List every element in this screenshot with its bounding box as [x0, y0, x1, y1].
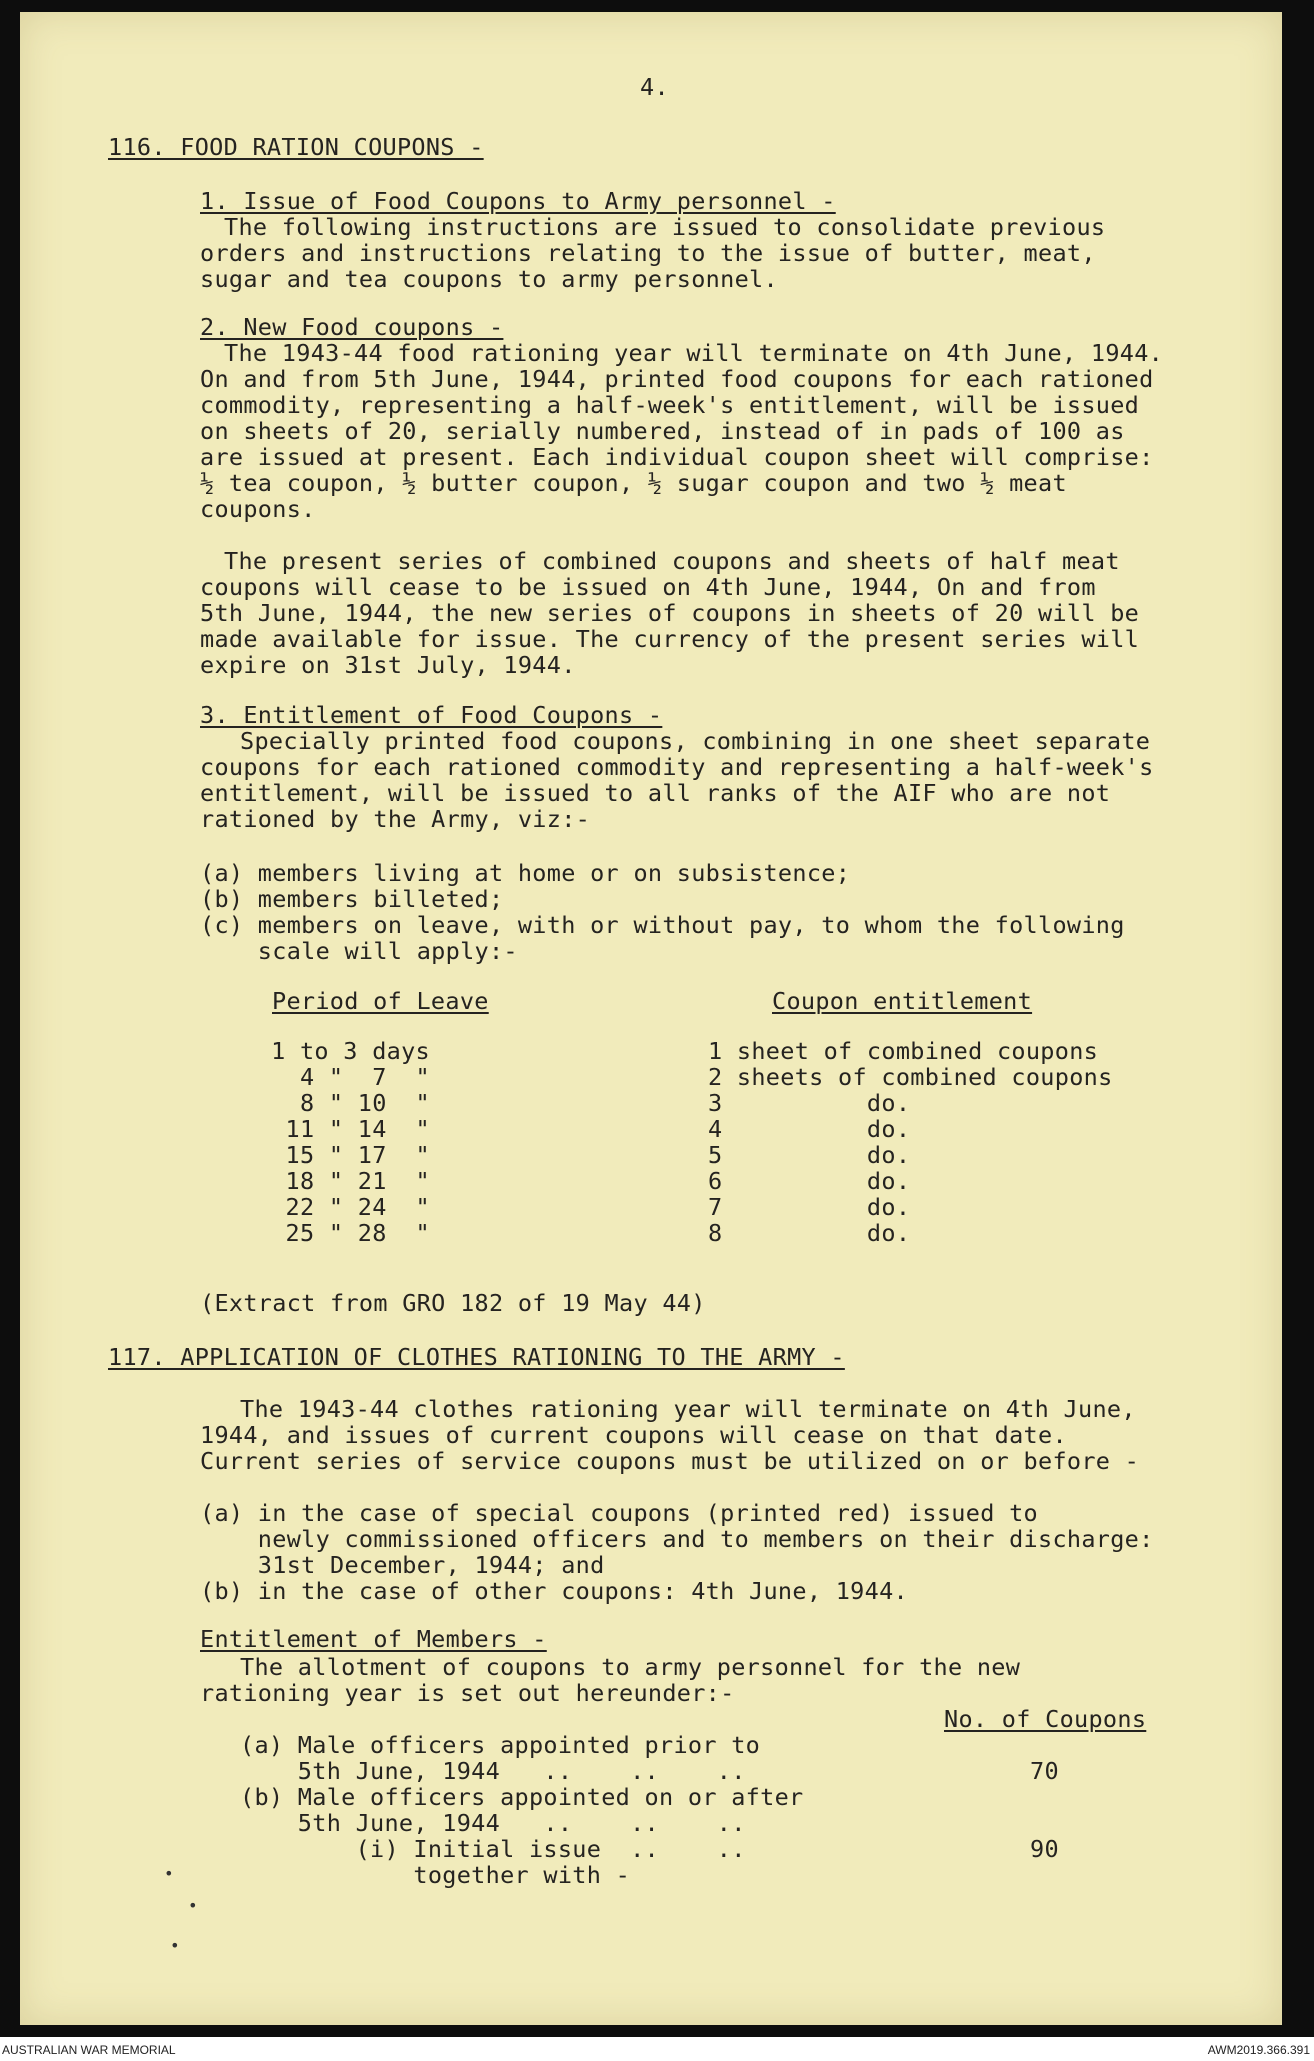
s117-list-item: (a) in the case of special coupons (printed red) issued to	[200, 1499, 1038, 1527]
s116-list-item: scale will apply:-	[200, 937, 518, 965]
s116-p2-line: on sheets of 20, serially numbered, instead of in pads of 100 as	[200, 417, 1125, 445]
s116-p3-line: coupons for each rationed commodity and representing a half-week's	[200, 753, 1154, 781]
s116-p2-line: are issued at present. Each individual coupon sheet will comprise:	[200, 443, 1154, 471]
page-number: 4.	[640, 73, 669, 101]
s116-p2b-line: 5th June, 1944, the new series of coupons in sheets of 20 will be	[200, 599, 1140, 627]
allotment-value: 70	[1030, 1757, 1059, 1785]
table-cell-period: 18 " 21 "	[285, 1167, 430, 1195]
entitlement-line: rationing year is set out hereunder:-	[200, 1679, 735, 1707]
gro-extract-note: (Extract from GRO 182 of 19 May 44)	[200, 1289, 706, 1317]
s116-p1-line: sugar and tea coupons to army personnel.	[200, 265, 778, 293]
s117-p1-line: Current series of service coupons must be utilized on or before -	[200, 1447, 1140, 1475]
table-cell-entitlement: 5 do.	[708, 1141, 911, 1169]
s116-p2-line: coupons.	[200, 495, 316, 523]
table-header-entitlement: Coupon entitlement	[772, 987, 1033, 1015]
s116-p2b-line: coupons will cease to be issued on 4th June, 1944, On and from	[200, 573, 1096, 601]
ink-mark: •	[170, 1936, 180, 1955]
section-117-heading: 117. APPLICATION OF CLOTHES RATIONING TO THE ARMY -	[108, 1343, 845, 1371]
allotment-item: 5th June, 1944 .. .. ..	[240, 1809, 746, 1837]
s116-p1-heading: 1. Issue of Food Coupons to Army personnel -	[200, 187, 836, 215]
table-cell-period: 25 " 28 "	[285, 1219, 430, 1247]
s116-p2-line: ½ tea coupon, ½ butter coupon, ½ sugar coupon and two ½ meat	[200, 469, 1067, 497]
ink-mark: •	[164, 1864, 174, 1883]
s116-p2-line: The 1943-44 food rationing year will terminate on 4th June, 1944.	[224, 339, 1164, 367]
table-header-period: Period of Leave	[272, 987, 489, 1015]
table-cell-entitlement: 3 do.	[708, 1089, 911, 1117]
s116-p2b-line: The present series of combined coupons and sheets of half meat	[224, 547, 1120, 575]
allotment-item: (a) Male officers appointed prior to	[240, 1731, 761, 1759]
table-cell-period: 4 " 7 "	[299, 1063, 430, 1091]
footer-accession-number: AWM2019.366.391	[1207, 2043, 1310, 2057]
s117-list-item: newly commissioned officers and to members on their discharge:	[200, 1525, 1154, 1553]
table-cell-period: 1 to 3 days	[271, 1037, 430, 1065]
table-cell-entitlement: 8 do.	[708, 1219, 911, 1247]
s116-list-item: (b) members billeted;	[200, 885, 504, 913]
s116-p1-line: orders and instructions relating to the issue of butter, meat,	[200, 239, 1096, 267]
s116-p2-line: commodity, representing a half-week's entitlement, will be issued	[200, 391, 1140, 419]
s116-p2-heading: 2. New Food coupons -	[200, 313, 504, 341]
allotment-item: (i) Initial issue .. ..	[240, 1835, 746, 1863]
table-cell-period: 8 " 10 "	[299, 1089, 430, 1117]
allotment-item: (b) Male officers appointed on or after	[240, 1783, 804, 1811]
s117-p1-line: 1944, and issues of current coupons will cease on that date.	[200, 1421, 1067, 1449]
s116-p3-heading: 3. Entitlement of Food Coupons -	[200, 701, 663, 729]
section-116-heading: 116. FOOD RATION COUPONS -	[108, 133, 484, 161]
s116-p3-line: Specially printed food coupons, combining in one sheet separate	[240, 727, 1151, 755]
table-cell-period: 15 " 17 "	[285, 1141, 430, 1169]
s116-p1-line: The following instructions are issued to consolidate previous	[224, 213, 1106, 241]
table-cell-entitlement: 6 do.	[708, 1167, 911, 1195]
s116-p2-line: On and from 5th June, 1944, printed food coupons for each rationed	[200, 365, 1154, 393]
s116-p3-line: rationed by the Army, viz:-	[200, 805, 591, 833]
coupons-column-header: No. of Coupons	[944, 1705, 1147, 1733]
ink-mark: •	[188, 1896, 198, 1915]
entitlement-line: The allotment of coupons to army personnel for the new	[240, 1653, 1021, 1681]
s116-p2b-line: made available for issue. The currency of the present series will	[200, 625, 1140, 653]
allotment-item: 5th June, 1944 .. .. ..	[240, 1757, 746, 1785]
table-cell-period: 11 " 14 "	[285, 1115, 430, 1143]
s116-p3-line: entitlement, will be issued to all ranks of the AIF who are not	[200, 779, 1111, 807]
s116-p2b-line: expire on 31st July, 1944.	[200, 651, 576, 679]
document-page	[20, 12, 1282, 2025]
s116-list-item: (c) members on leave, with or without pay, to whom the following	[200, 911, 1125, 939]
table-cell-period: 22 " 24 "	[285, 1193, 430, 1221]
allotment-item: together with -	[240, 1861, 631, 1889]
s117-list-item: 31st December, 1944; and	[200, 1551, 605, 1579]
allotment-value: 90	[1030, 1835, 1059, 1863]
entitlement-heading: Entitlement of Members -	[200, 1625, 547, 1653]
table-cell-entitlement: 1 sheet of combined coupons	[708, 1037, 1099, 1065]
table-cell-entitlement: 7 do.	[708, 1193, 911, 1221]
archive-footer	[0, 2037, 1314, 2061]
footer-institution: AUSTRALIAN WAR MEMORIAL	[2, 2043, 176, 2057]
s117-list-item: (b) in the case of other coupons: 4th June, 1944.	[200, 1577, 908, 1605]
table-cell-entitlement: 2 sheets of combined coupons	[708, 1063, 1113, 1091]
s116-list-item: (a) members living at home or on subsistence;	[200, 859, 851, 887]
table-cell-entitlement: 4 do.	[708, 1115, 911, 1143]
s117-p1-line: The 1943-44 clothes rationing year will terminate on 4th June,	[240, 1395, 1136, 1423]
